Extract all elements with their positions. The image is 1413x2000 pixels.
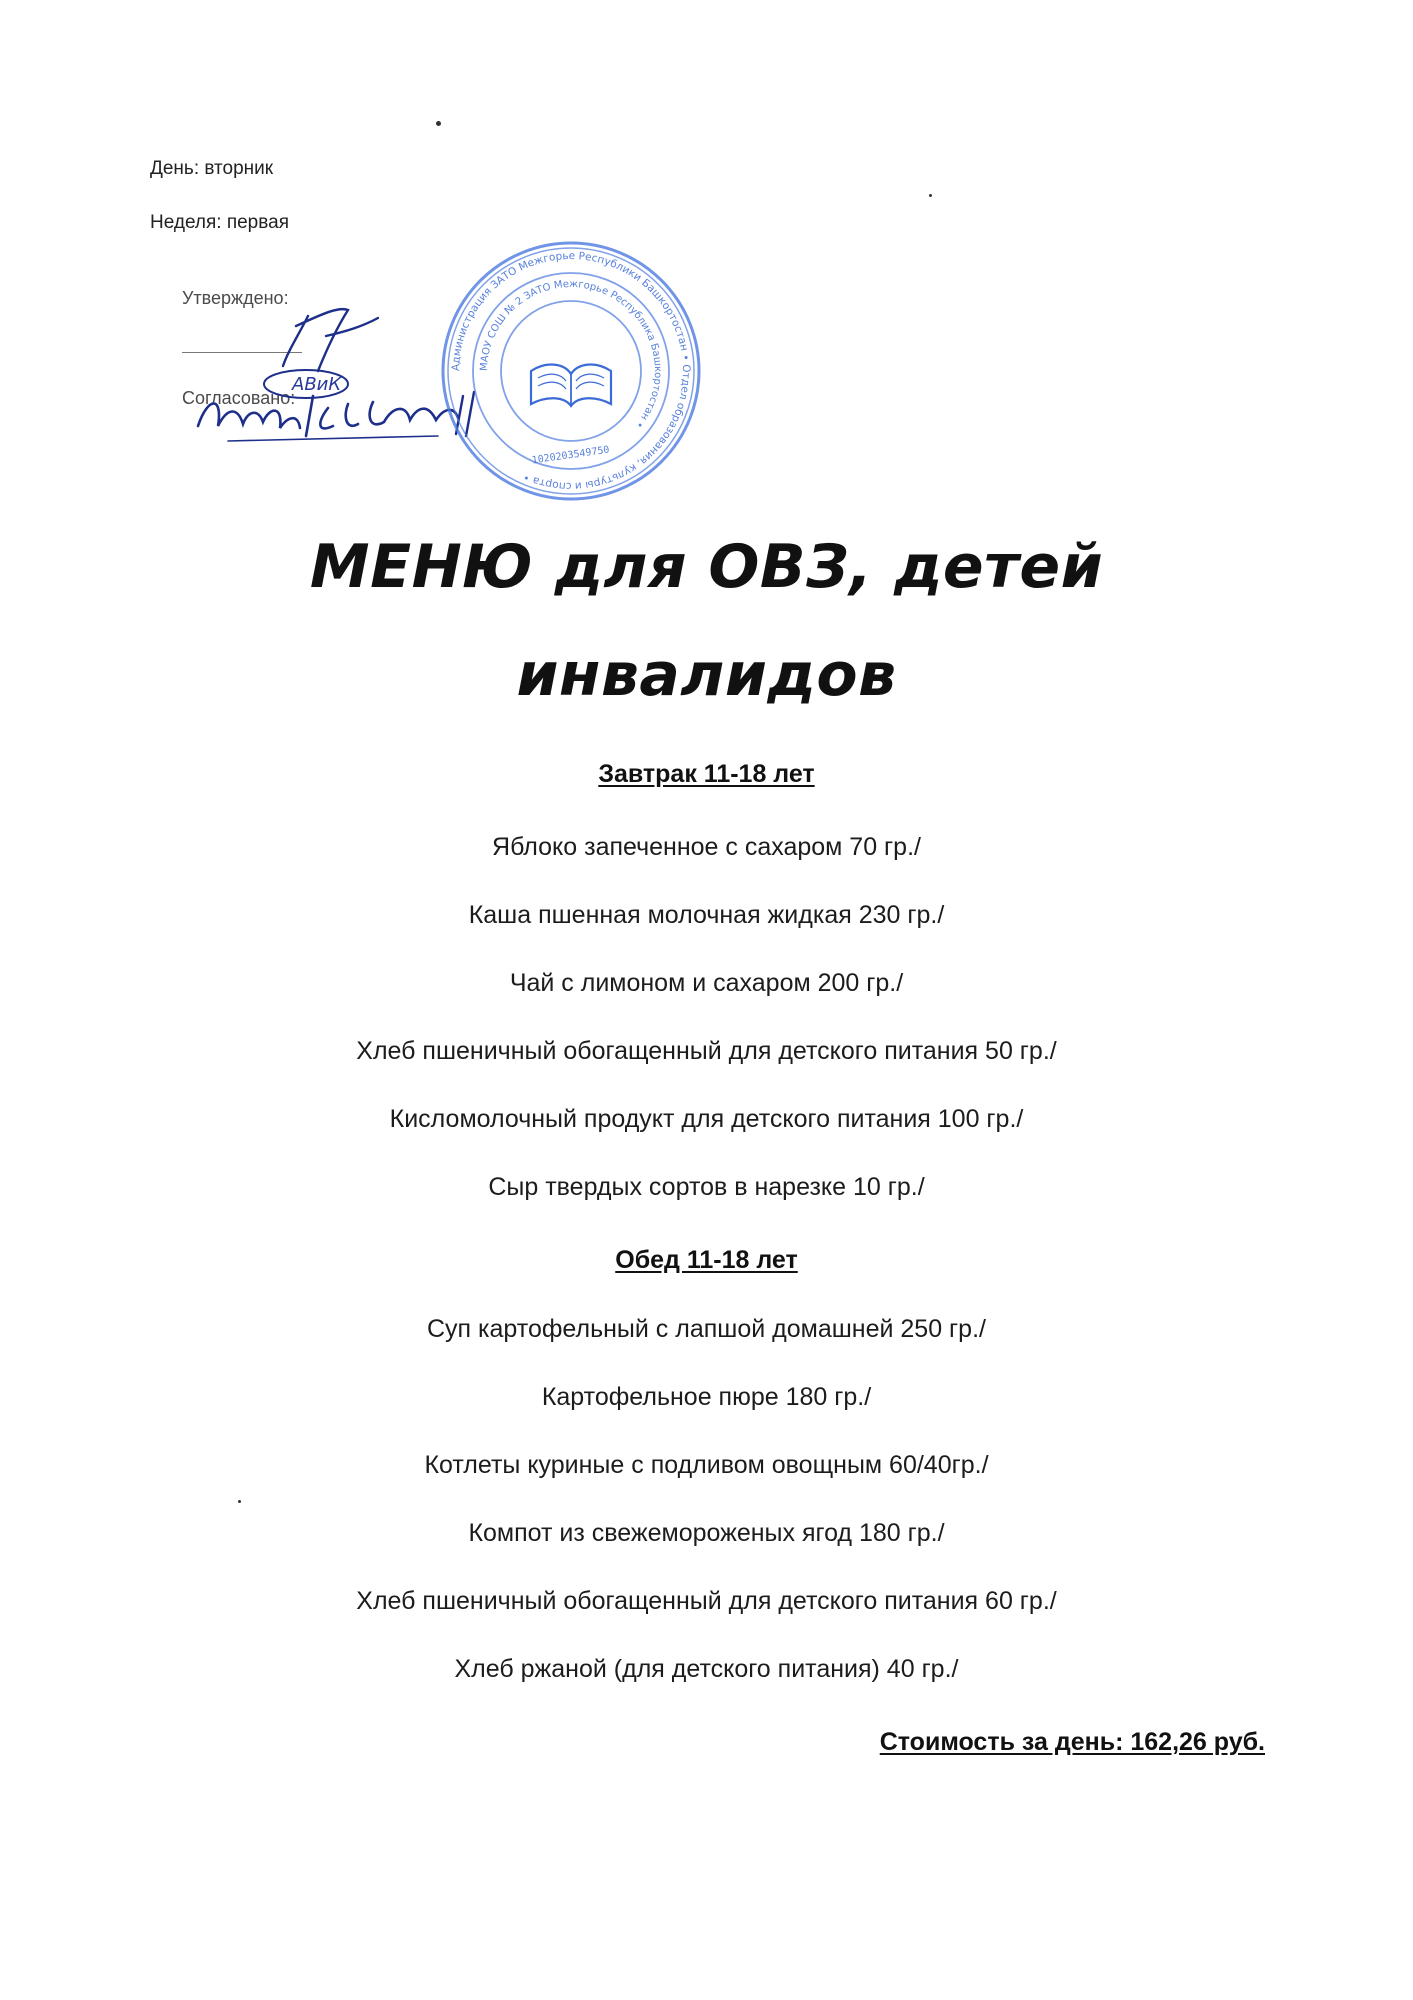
breakfast-item: Кисломолочный продукт для детского питания 100 гр./ <box>389 1105 1024 1133</box>
lunch-item: Картофельное пюре 180 гр./ <box>541 1383 872 1411</box>
svg-text:ABиК: ABиК <box>292 374 342 395</box>
scan-speck <box>436 121 441 126</box>
breakfast-item: Яблоко запеченное с сахаром 70 гр./ <box>492 833 921 861</box>
agreed-label: Согласовано: <box>182 388 296 408</box>
breakfast-heading: Завтрак 11-18 лет <box>598 760 815 788</box>
official-seal-stamp <box>436 236 706 506</box>
breakfast-item: Сыр твердых сортов в нарезке 10 гр./ <box>488 1173 925 1201</box>
scan-speck <box>238 1500 241 1503</box>
breakfast-item: Хлеб пшеничный обогащенный для детского питания 50 гр./ <box>356 1037 1057 1065</box>
breakfast-item: Каша пшенная молочная жидкая 230 гр./ <box>468 901 945 929</box>
day-label: День: вторник <box>150 158 274 179</box>
lunch-item: Хлеб пшеничный обогащенный для детского питания 60 гр./ <box>356 1587 1057 1615</box>
lunch-item: Хлеб ржаной (для детского питания) 40 гр./ <box>454 1655 959 1683</box>
page-title-line-2: инвалидов <box>516 640 897 710</box>
approved-label: Утверждено: <box>182 288 289 308</box>
svg-text:1020203549750: 1020203549750 <box>531 444 611 467</box>
svg-text:Администрация ЗАТО Межгорье Ре: Администрация ЗАТО Межгорье Республики Башкортостан • Отдел образования, культуры и спорта • <box>449 249 693 493</box>
lunch-item: Котлеты куриные с подливом овощным 60/40гр./ <box>424 1451 989 1479</box>
daily-cost: Стоимость за день: 162,26 руб. <box>879 1728 1265 1756</box>
breakfast-item: Чай с лимоном и сахаром 200 гр./ <box>509 969 904 997</box>
week-label: Неделя: первая <box>150 212 289 233</box>
lunch-heading: Обед 11-18 лет <box>615 1246 798 1274</box>
lunch-item: Компот из свежемороженых ягод 180 гр./ <box>468 1519 945 1547</box>
scan-speck <box>929 194 932 197</box>
svg-text:МАОУ СОШ № 2 ЗАТО Межгорье Рес: МАОУ СОШ № 2 ЗАТО Межгорье Республика Башкортостан • <box>478 278 664 431</box>
page-title-line-1: МЕНЮ для ОВЗ, детей <box>309 532 1104 602</box>
lunch-item: Суп картофельный с лапшой домашней 250 гр./ <box>427 1315 986 1343</box>
